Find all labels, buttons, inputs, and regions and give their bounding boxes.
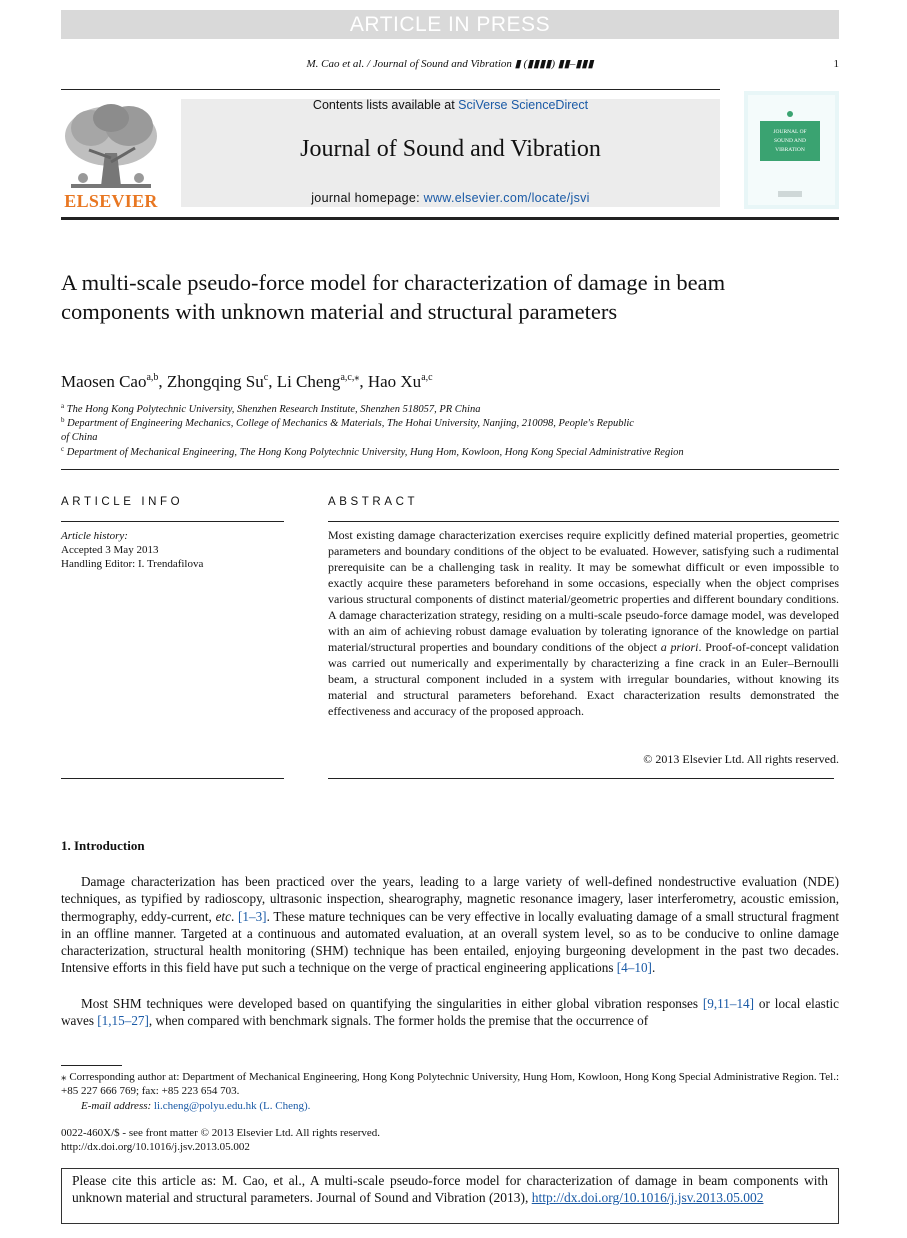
author-sup: a,c: [421, 372, 433, 383]
history-label: Article history:: [61, 530, 128, 542]
citation-link[interactable]: [1,15–27]: [97, 1013, 149, 1029]
elsevier-wordmark: ELSEVIER: [64, 191, 158, 211]
email-note: E-mail address: li.cheng@polyu.edu.hk (L. Cheng).: [81, 1100, 311, 1112]
contents-prefix: Contents lists available at: [312, 98, 459, 112]
article-title: A multi-scale pseudo-force model for characterization of damage in beam components with unknown material and structural parameters: [61, 270, 726, 324]
article-info-heading: ARTICLE INFO: [61, 496, 184, 508]
info-rule-top: [61, 521, 284, 522]
corresponding-author-note: ⁎ Corresponding author at: Department of Mechanical Engineering, Hong Kong Polytechnic University, Hung Hom, Kowloon, Hong Kong Special Administrative Region. Tel.: +85 227 666 769; fax: +85 223 654 703.: [61, 1071, 839, 1097]
running-head: M. Cao et al. / Journal of Sound and Vibration ▮ (▮▮▮▮) ▮▮–▮▮▮: [306, 58, 594, 70]
author-sup: a,c,⁎: [340, 372, 360, 383]
homepage-line: [181, 191, 720, 205]
page-number: 1: [833, 58, 839, 70]
affiliation-rule: [61, 469, 839, 470]
doi-link[interactable]: http://dx.doi.org/10.1016/j.jsv.2013.05.002: [531, 1190, 764, 1205]
author-name[interactable]: Maosen Cao: [61, 372, 147, 391]
cover-title-line-2: SOUND AND: [774, 138, 806, 144]
intro-paragraph-1: Damage characterization has been practiced over the years, leading to a large variety of well-defined nondestructive evaluation (NDE) techniques, as typified by radioscopy, ultrasonic inspection, shearography, magnetic resonance imagery, laser interferometry, acoustic emission, thermography, eddy-current, etc. [1–3]. These mature techniques can be very effective in locally evaluating damage of a small structural fragment in an offline manner. Targeted at a continuous and automated evaluation, at an overall system level, so as to be conducive to online damage characterization, structural health monitoring (SHM) technique has been entailed, enjoying burgeoning development in the past two decades. Intensive efforts in this field have put such a technique on the verge of practical engineering applications [4–10].: [61, 874, 840, 976]
author-sup: a,b: [146, 372, 159, 383]
homepage-link[interactable]: www.elsevier.com/locate/jsvi: [423, 191, 590, 205]
contents-line: [181, 98, 720, 112]
journal-title: Journal of Sound and Vibration: [300, 136, 601, 162]
homepage-prefix: journal homepage:: [311, 191, 424, 205]
email-link[interactable]: li.cheng@polyu.edu.hk (L. Cheng).: [153, 1100, 311, 1112]
citation-link[interactable]: [9,11–14]: [702, 996, 755, 1011]
affiliation: $^b$ Department of Engineering Mechanics, College of Mechanics & Materials, The Hohai University, Nanjing, 210098, People's Republic of China: [61, 416, 634, 443]
accepted-date: Accepted 3 May 2013: [61, 544, 159, 556]
header-rule: [61, 89, 720, 90]
abstract-rule-top: [328, 521, 839, 522]
doi-line: http://dx.doi.org/10.1016/j.jsv.2013.05.002: [61, 1141, 250, 1153]
abstract-rule-bottom: [328, 778, 834, 779]
affiliation: $^a$ The Hong Kong Polytechnic University, Shenzhen Research Institute, Shenzhen 518057, PR China: [61, 402, 481, 415]
issn-line: 0022-460X/$ - see front matter © 2013 Elsevier Ltd. All rights reserved.: [61, 1127, 381, 1139]
author-name[interactable]: Hao Xu: [367, 372, 422, 391]
info-rule-bottom: [61, 778, 284, 779]
author-name[interactable]: Li Cheng: [276, 372, 341, 391]
copyright-line: © 2013 Elsevier Ltd. All rights reserved.: [643, 752, 839, 766]
author-name[interactable]: Zhongqing Su: [166, 372, 264, 391]
citation-link[interactable]: [4–10]: [616, 960, 652, 976]
affiliation: $^c$ Department of Mechanical Engineering, The Hong Kong Polytechnic University, Hung Hom, Kowloon, Hong Kong Special Administrative Region: [61, 445, 684, 458]
author-list: Maosen Cao$^{a,b}$, Zhongqing Su$^c$, Li Cheng$^{a,c,⁎}$, Hao Xu$^{a,c}$: [61, 372, 433, 391]
abstract-body: Most existing damage characterization exercises require explicitly defined material properties, geometric parameters and boundary conditions of the object to be evaluated. However, satisfying such a rudimental prerequisite can be a challenging task in reality. It may be somewhat difficult or even impossible to exactly acquire these parameters beforehand in some occasions, especially when the object comprises various structural components of distinct material/geometric properties and different boundary conditions. A damage characterization strategy, residing on a multi-scale pseudo-force damage model, was developed with an aim of achieving robust damage evaluation by tolerating ignorance of the knowledge on partial material/structural properties and boundary conditions of the object a priori. Proof-of-concept validation was carried out numerically and experimentally by characterizing a fine crack in an Euler–Bernoulli beam, a structural component included in a system with irregular boundaries, without knowing its material and structural parameters beforehand. Exact characterization results demonstrated the effectiveness and accuracy of the proposed approach.: [328, 528, 839, 718]
please-cite-box: Please cite this article as: M. Cao, et al., A multi-scale pseudo-force model for characterization of damage in beam components with unknown material and structural parameters. Journal of Sound and Vibration (2013), http://dx.doi.org/10.1016/j.jsv.2013.05.002: [61, 1168, 839, 1224]
section-heading-introduction: 1. Introduction: [61, 838, 145, 853]
abstract-heading: ABSTRACT: [328, 496, 419, 508]
footnote-rule: [61, 1065, 122, 1066]
author-sup: c: [263, 372, 269, 383]
sciencedirect-link[interactable]: SciVerse ScienceDirect: [458, 98, 589, 112]
cover-title-line-1: JOURNAL OF: [773, 129, 807, 135]
header-thick-rule: [61, 217, 839, 220]
journal-cover-image: [744, 91, 839, 209]
article-in-press-banner: ARTICLE IN PRESS: [61, 10, 839, 39]
handling-editor: Handling Editor: I. Trendafilova: [61, 558, 204, 570]
cover-title-line-3: VIBRATION: [775, 147, 805, 153]
intro-paragraph-2: Most SHM techniques were developed based on quantifying the singularities in either global vibration responses [9,11–14] or local elastic waves [1,15–27], when compared with benchmark signals. The former holds the premise that the occurrence of: [61, 996, 839, 1029]
citation-link[interactable]: [1–3]: [238, 908, 267, 924]
